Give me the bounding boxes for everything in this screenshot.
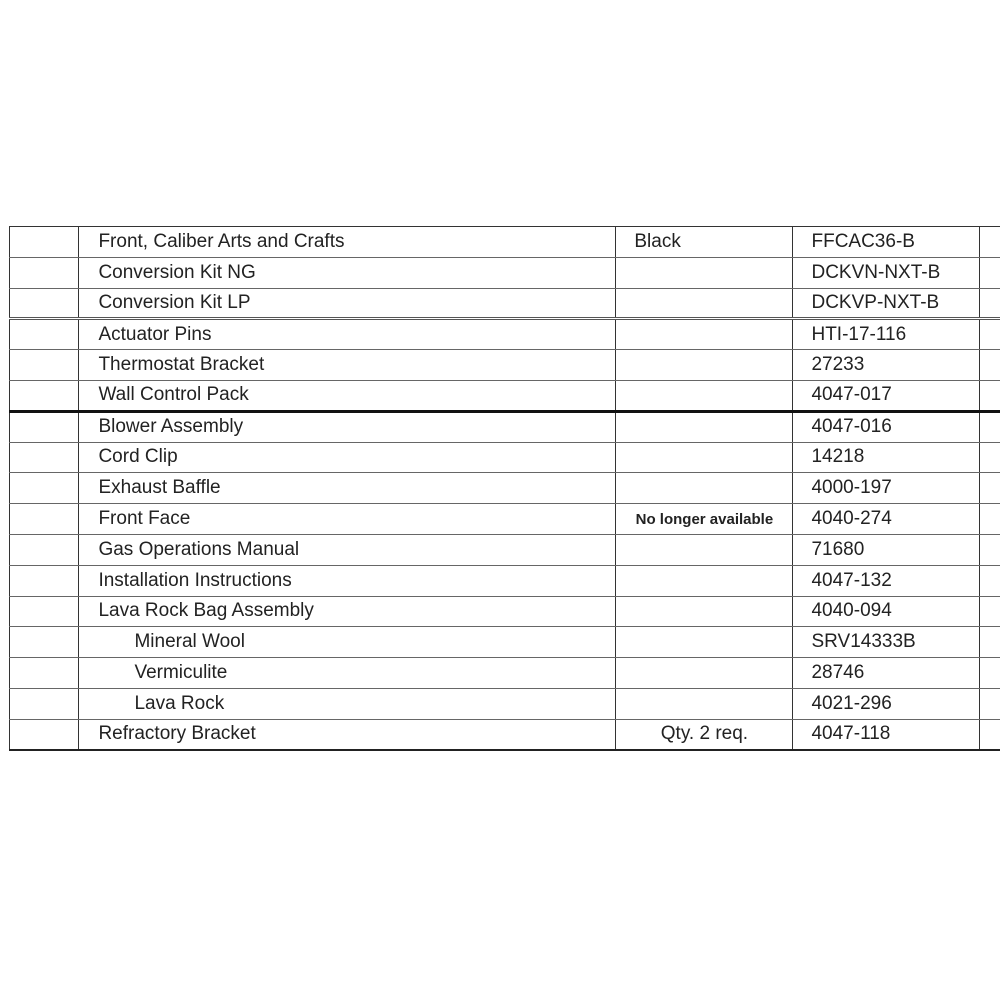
note-cell [616, 473, 793, 504]
part-number-cell: 4021-296 [793, 688, 979, 719]
part-number-cell: 4047-132 [793, 565, 979, 596]
table-row [10, 319, 1000, 350]
part-number-cell: 4040-094 [793, 596, 979, 627]
part-number-cell: 14218 [793, 442, 979, 473]
item-number-cell [10, 596, 79, 627]
item-number-cell [10, 442, 79, 473]
extra-cell [979, 442, 1000, 473]
description-cell: Installation Instructions [79, 565, 616, 596]
extra-cell [979, 227, 1000, 258]
extra-cell [979, 658, 1000, 689]
description-cell: Cord Clip [79, 442, 616, 473]
table-row [10, 473, 1000, 504]
part-number-cell: 4047-016 [793, 411, 979, 442]
table-row [10, 565, 1000, 596]
extra-cell [979, 565, 1000, 596]
extra-cell [979, 288, 1000, 319]
item-number-cell [10, 719, 79, 750]
item-number-cell [10, 411, 79, 442]
item-number-cell [10, 227, 79, 258]
table-row [10, 227, 1000, 258]
note-cell [616, 596, 793, 627]
note-cell [616, 319, 793, 350]
table-row [10, 380, 1000, 411]
part-number-cell: 27233 [793, 350, 979, 381]
description-cell: Mineral Wool [79, 627, 616, 658]
item-number-cell [10, 627, 79, 658]
extra-cell [979, 627, 1000, 658]
extra-cell [979, 257, 1000, 288]
description-cell: Front Face [79, 504, 616, 535]
description-cell: Exhaust Baffle [79, 473, 616, 504]
item-number-cell [10, 534, 79, 565]
part-number-cell: SRV14333B [793, 627, 979, 658]
table-row [10, 719, 1000, 750]
table-row [10, 257, 1000, 288]
description-cell: Lava Rock Bag Assembly [79, 596, 616, 627]
description-cell: Blower Assembly [79, 411, 616, 442]
part-number-cell: 4047-017 [793, 380, 979, 411]
item-number-cell [10, 380, 79, 411]
part-number-cell: 4047-118 [793, 719, 979, 750]
item-number-cell [10, 288, 79, 319]
note-cell: Black [616, 227, 793, 258]
part-number-cell: 28746 [793, 658, 979, 689]
part-number-cell: HTI-17-116 [793, 319, 979, 350]
note-cell [616, 658, 793, 689]
description-cell: Gas Operations Manual [79, 534, 616, 565]
description-cell: Thermostat Bracket [79, 350, 616, 381]
part-number-cell: 4040-274 [793, 504, 979, 535]
table-row [10, 288, 1000, 319]
item-number-cell [10, 350, 79, 381]
extra-cell [979, 596, 1000, 627]
table-row [10, 688, 1000, 719]
note-cell [616, 627, 793, 658]
part-number-cell: 4000-197 [793, 473, 979, 504]
item-number-cell [10, 319, 79, 350]
extra-cell [979, 473, 1000, 504]
description-cell: Refractory Bracket [79, 719, 616, 750]
description-cell: Conversion Kit NG [79, 257, 616, 288]
note-cell [616, 688, 793, 719]
description-cell: Vermiculite [79, 658, 616, 689]
note-cell [616, 350, 793, 381]
table-row [10, 627, 1000, 658]
table-row [10, 534, 1000, 565]
description-cell: Wall Control Pack [79, 380, 616, 411]
extra-cell [979, 719, 1000, 750]
table-row [10, 596, 1000, 627]
table-row [10, 442, 1000, 473]
note-cell [616, 565, 793, 596]
note-cell [616, 380, 793, 411]
description-cell: Actuator Pins [79, 319, 616, 350]
item-number-cell [10, 658, 79, 689]
item-number-cell [10, 688, 79, 719]
description-cell: Conversion Kit LP [79, 288, 616, 319]
part-number-cell: DCKVP-NXT-B [793, 288, 979, 319]
table-row [10, 411, 1000, 442]
table-row [10, 504, 1000, 535]
part-number-cell: FFCAC36-B [793, 227, 979, 258]
table-row [10, 658, 1000, 689]
note-cell [616, 411, 793, 442]
description-cell: Lava Rock [79, 688, 616, 719]
note-cell [616, 442, 793, 473]
note-cell [616, 257, 793, 288]
item-number-cell [10, 565, 79, 596]
description-cell: Front, Caliber Arts and Crafts [79, 227, 616, 258]
extra-cell [979, 504, 1000, 535]
note-cell: No longer available [616, 504, 793, 535]
part-number-cell: 71680 [793, 534, 979, 565]
item-number-cell [10, 473, 79, 504]
parts-table [9, 226, 1000, 751]
table-row [10, 350, 1000, 381]
extra-cell [979, 380, 1000, 411]
note-cell [616, 534, 793, 565]
note-cell [616, 288, 793, 319]
note-cell: Qty. 2 req. [616, 719, 793, 750]
extra-cell [979, 411, 1000, 442]
extra-cell [979, 350, 1000, 381]
extra-cell [979, 319, 1000, 350]
extra-cell [979, 688, 1000, 719]
extra-cell [979, 534, 1000, 565]
part-number-cell: DCKVN-NXT-B [793, 257, 979, 288]
item-number-cell [10, 504, 79, 535]
item-number-cell [10, 257, 79, 288]
